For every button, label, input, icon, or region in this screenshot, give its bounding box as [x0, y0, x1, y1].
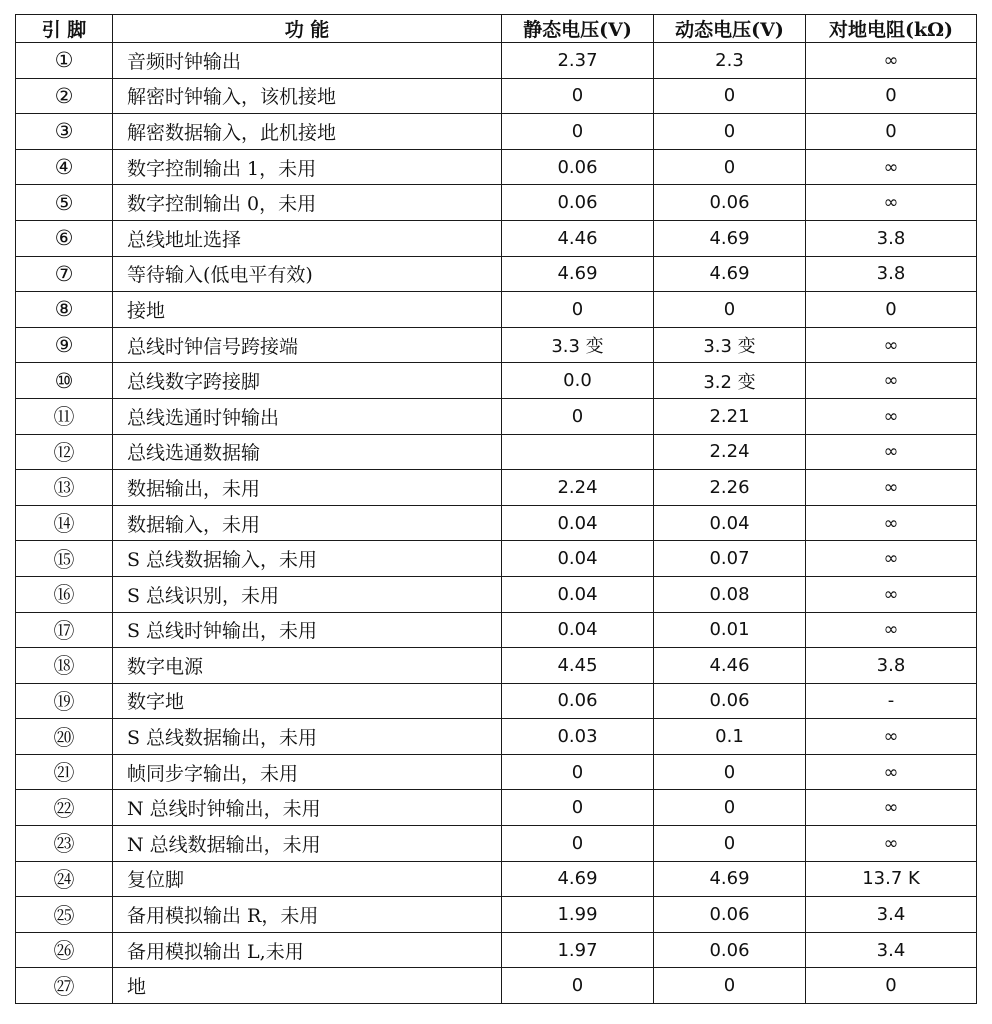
function-cell: 备用模拟输出 R，未用 — [113, 897, 502, 933]
dynamic-voltage-cell: 0 — [654, 114, 806, 150]
resistance-cell: 3.8 — [806, 648, 977, 684]
dynamic-voltage-cell: 4.69 — [654, 256, 806, 292]
function-cell: N 总线数据输出，未用 — [113, 826, 502, 862]
function-cell: 数字地 — [113, 683, 502, 719]
table-row — [16, 790, 977, 826]
static-voltage-cell: 2.24 — [502, 470, 654, 506]
pin-cell: ㉓ — [16, 826, 113, 862]
function-cell: 总线地址选择 — [113, 220, 502, 256]
dynamic-voltage-cell: 0 — [654, 78, 806, 114]
function-cell: 数据输入，未用 — [113, 505, 502, 541]
resistance-cell: ∞ — [806, 185, 977, 221]
resistance-cell: 3.4 — [806, 932, 977, 968]
resistance-cell: ∞ — [806, 790, 977, 826]
resistance-cell: ∞ — [806, 541, 977, 577]
table-row — [16, 826, 977, 862]
table-row — [16, 648, 977, 684]
function-cell: 复位脚 — [113, 861, 502, 897]
function-cell: S 总线识别，未用 — [113, 576, 502, 612]
table-row — [16, 149, 977, 185]
table-row — [16, 114, 977, 150]
static-voltage-cell: 0.03 — [502, 719, 654, 755]
pin-cell: ⑧ — [16, 292, 113, 328]
dynamic-voltage-cell: 0.04 — [654, 505, 806, 541]
pin-cell: ⑰ — [16, 612, 113, 648]
static-voltage-cell: 4.45 — [502, 648, 654, 684]
static-voltage-cell — [502, 434, 654, 470]
table-row — [16, 185, 977, 221]
dynamic-voltage-cell: 3.2 变 — [654, 363, 806, 399]
dynamic-voltage-cell: 0.06 — [654, 932, 806, 968]
resistance-cell: ∞ — [806, 826, 977, 862]
table-row — [16, 932, 977, 968]
table-row — [16, 363, 977, 399]
static-voltage-cell: 0.0 — [502, 363, 654, 399]
table-row — [16, 897, 977, 933]
pin-cell: ⑮ — [16, 541, 113, 577]
dynamic-voltage-cell: 0.01 — [654, 612, 806, 648]
pin-cell: ⑫ — [16, 434, 113, 470]
pin-cell: ④ — [16, 149, 113, 185]
resistance-cell: 0 — [806, 968, 977, 1004]
static-voltage-cell: 0 — [502, 968, 654, 1004]
table-row — [16, 968, 977, 1004]
function-cell: 总线时钟信号跨接端 — [113, 327, 502, 363]
function-cell: 接地 — [113, 292, 502, 328]
table-row — [16, 576, 977, 612]
pin-cell: ⑭ — [16, 505, 113, 541]
resistance-cell: 0 — [806, 78, 977, 114]
pin-cell: ㉒ — [16, 790, 113, 826]
pin-cell: ㉗ — [16, 968, 113, 1004]
pin-cell: ② — [16, 78, 113, 114]
static-voltage-cell: 0 — [502, 292, 654, 328]
static-voltage-cell: 0 — [502, 826, 654, 862]
dynamic-voltage-cell: 0.08 — [654, 576, 806, 612]
table-row — [16, 861, 977, 897]
function-cell: 总线选通数据输 — [113, 434, 502, 470]
dynamic-voltage-cell: 0 — [654, 968, 806, 1004]
resistance-cell: 3.4 — [806, 897, 977, 933]
dynamic-voltage-cell: 4.69 — [654, 220, 806, 256]
function-cell: 数字电源 — [113, 648, 502, 684]
resistance-cell: 0 — [806, 114, 977, 150]
header-ground-resistance: 对地电阻(kΩ) — [806, 15, 977, 43]
function-cell: N 总线时钟输出，未用 — [113, 790, 502, 826]
dynamic-voltage-cell: 0 — [654, 292, 806, 328]
dynamic-voltage-cell: 0.07 — [654, 541, 806, 577]
table-row — [16, 612, 977, 648]
resistance-cell: 13.7 K — [806, 861, 977, 897]
header-function: 功 能 — [113, 15, 502, 43]
table-row — [16, 719, 977, 755]
pin-cell: ⑨ — [16, 327, 113, 363]
table-row — [16, 256, 977, 292]
static-voltage-cell: 0.06 — [502, 185, 654, 221]
pin-cell: ① — [16, 43, 113, 79]
resistance-cell: ∞ — [806, 398, 977, 434]
static-voltage-cell: 0.06 — [502, 683, 654, 719]
static-voltage-cell: 0.04 — [502, 541, 654, 577]
header-row — [16, 15, 977, 43]
header-dynamic-voltage: 动态电压(V) — [654, 15, 806, 43]
table-row — [16, 292, 977, 328]
pin-cell: ㉕ — [16, 897, 113, 933]
table-row — [16, 78, 977, 114]
function-cell: S 总线时钟输出，未用 — [113, 612, 502, 648]
pin-cell: ⑬ — [16, 470, 113, 506]
function-cell: 备用模拟输出 L,未用 — [113, 932, 502, 968]
dynamic-voltage-cell: 4.46 — [654, 648, 806, 684]
resistance-cell: 3.8 — [806, 220, 977, 256]
table-row — [16, 683, 977, 719]
dynamic-voltage-cell: 2.26 — [654, 470, 806, 506]
static-voltage-cell: 0.04 — [502, 576, 654, 612]
pin-cell: ⑯ — [16, 576, 113, 612]
table-row — [16, 43, 977, 79]
pin-table — [15, 14, 977, 1004]
header-pin: 引 脚 — [16, 15, 113, 43]
static-voltage-cell: 4.69 — [502, 256, 654, 292]
static-voltage-cell: 3.3 变 — [502, 327, 654, 363]
resistance-cell: - — [806, 683, 977, 719]
static-voltage-cell: 0.06 — [502, 149, 654, 185]
pin-cell: ⑥ — [16, 220, 113, 256]
dynamic-voltage-cell: 0 — [654, 826, 806, 862]
table-row — [16, 505, 977, 541]
resistance-cell: ∞ — [806, 327, 977, 363]
pin-cell: ⑱ — [16, 648, 113, 684]
static-voltage-cell: 1.99 — [502, 897, 654, 933]
static-voltage-cell: 0 — [502, 398, 654, 434]
pin-cell: ③ — [16, 114, 113, 150]
resistance-cell: ∞ — [806, 470, 977, 506]
dynamic-voltage-cell: 2.21 — [654, 398, 806, 434]
pin-cell: ㉑ — [16, 754, 113, 790]
resistance-cell: ∞ — [806, 149, 977, 185]
resistance-cell: 0 — [806, 292, 977, 328]
function-cell: 总线数字跨接脚 — [113, 363, 502, 399]
dynamic-voltage-cell: 0.06 — [654, 185, 806, 221]
function-cell: 数据输出，未用 — [113, 470, 502, 506]
static-voltage-cell: 0 — [502, 754, 654, 790]
function-cell: 解密时钟输入，该机接地 — [113, 78, 502, 114]
dynamic-voltage-cell: 2.24 — [654, 434, 806, 470]
static-voltage-cell: 0.04 — [502, 612, 654, 648]
dynamic-voltage-cell: 0 — [654, 790, 806, 826]
dynamic-voltage-cell: 0.1 — [654, 719, 806, 755]
pin-cell: ㉔ — [16, 861, 113, 897]
static-voltage-cell: 0 — [502, 114, 654, 150]
function-cell: 地 — [113, 968, 502, 1004]
function-cell: S 总线数据输出，未用 — [113, 719, 502, 755]
dynamic-voltage-cell: 0 — [654, 149, 806, 185]
pin-cell: ㉖ — [16, 932, 113, 968]
dynamic-voltage-cell: 2.3 — [654, 43, 806, 79]
static-voltage-cell: 0.04 — [502, 505, 654, 541]
resistance-cell: ∞ — [806, 719, 977, 755]
table-row — [16, 220, 977, 256]
function-cell: 数字控制输出 1，未用 — [113, 149, 502, 185]
resistance-cell: ∞ — [806, 43, 977, 79]
dynamic-voltage-cell: 0.06 — [654, 683, 806, 719]
function-cell: 总线选通时钟输出 — [113, 398, 502, 434]
dynamic-voltage-cell: 0 — [654, 754, 806, 790]
function-cell: 帧同步字输出，未用 — [113, 754, 502, 790]
function-cell: S 总线数据输入，未用 — [113, 541, 502, 577]
resistance-cell: 3.8 — [806, 256, 977, 292]
table-row — [16, 434, 977, 470]
dynamic-voltage-cell: 0.06 — [654, 897, 806, 933]
static-voltage-cell: 0 — [502, 78, 654, 114]
resistance-cell: ∞ — [806, 612, 977, 648]
static-voltage-cell: 4.69 — [502, 861, 654, 897]
table-row — [16, 754, 977, 790]
function-cell: 等待输入(低电平有效) — [113, 256, 502, 292]
table-row — [16, 541, 977, 577]
table-row — [16, 470, 977, 506]
pin-cell: ⑩ — [16, 363, 113, 399]
resistance-cell: ∞ — [806, 434, 977, 470]
resistance-cell: ∞ — [806, 576, 977, 612]
pin-cell: ⑲ — [16, 683, 113, 719]
pin-cell: ⑤ — [16, 185, 113, 221]
static-voltage-cell: 4.46 — [502, 220, 654, 256]
dynamic-voltage-cell: 3.3 变 — [654, 327, 806, 363]
pin-cell: ⑦ — [16, 256, 113, 292]
resistance-cell: ∞ — [806, 363, 977, 399]
static-voltage-cell: 0 — [502, 790, 654, 826]
dynamic-voltage-cell: 4.69 — [654, 861, 806, 897]
static-voltage-cell: 2.37 — [502, 43, 654, 79]
pin-cell: ⑳ — [16, 719, 113, 755]
resistance-cell: ∞ — [806, 505, 977, 541]
pin-cell: ⑪ — [16, 398, 113, 434]
table-row — [16, 398, 977, 434]
resistance-cell: ∞ — [806, 754, 977, 790]
header-static-voltage: 静态电压(V) — [502, 15, 654, 43]
table-row — [16, 327, 977, 363]
static-voltage-cell: 1.97 — [502, 932, 654, 968]
function-cell: 音频时钟输出 — [113, 43, 502, 79]
function-cell: 解密数据输入，此机接地 — [113, 114, 502, 150]
function-cell: 数字控制输出 0，未用 — [113, 185, 502, 221]
